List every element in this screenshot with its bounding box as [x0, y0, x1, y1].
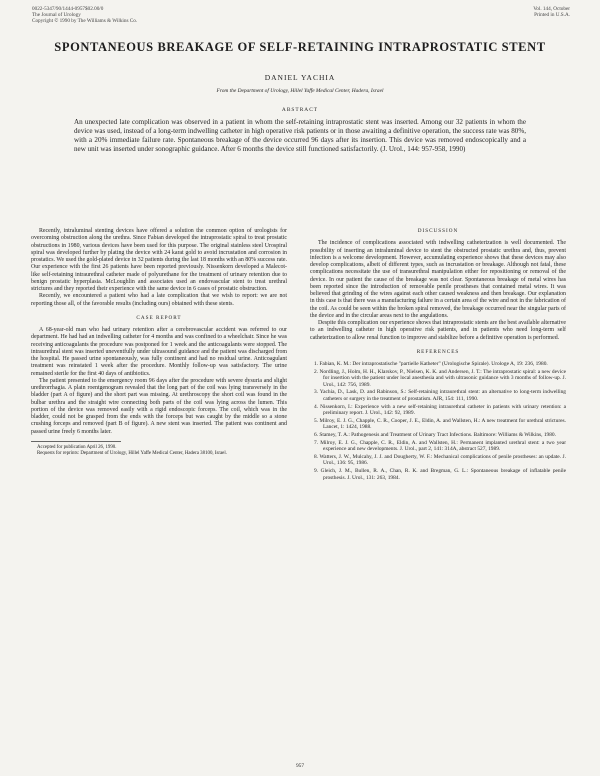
right-column	[310, 228, 566, 482]
author-name: DANIEL YACHIA	[264, 73, 336, 82]
discussion-heading: DISCUSSION	[417, 228, 459, 234]
abstract-heading: ABSTRACT	[281, 107, 319, 113]
reference-item: 3. Yachia, D., Lask, D. and Rabinson, S.: Self-retaining intraurethral stent: an alternative to long-term indwelling catheters or surgery in the treatment of prostatism. AJR, 154: 111, 1990.	[314, 389, 566, 402]
reference-item: 6. Stamey, T. A.: Pathogenesis and Treatment of Urinary Tract Infections. Baltimore: Williams & Wilkins, 1980.	[314, 431, 556, 438]
reference-item: 5. Milroy, E. J. G., Chapple, C. R., Cooper, J. E., Eldin, A. and Wallsten, H.: A new treatment for urethral strictures. Lancet, 1: 1424, 1988.	[314, 417, 566, 431]
reference-item: 8. Watters, J. W., Mulcahy, J. J. and Dougherty, W. F.: Mechanical complications of penile prostheses: an update. J. Urol., 136: 95, 1986.	[314, 453, 566, 467]
intro-paragraph: Recently, we encountered a patient who had a late complication that we wish to report: we are not reporting those all, of the favorable results (including ours) obtained with these stents.	[31, 293, 287, 307]
author-affiliation: From the Department of Urology, Hillel Yaffe Medical Center, Hadera, Israel	[216, 88, 384, 94]
article-title: SPONTANEOUS BREAKAGE OF SELF-RETAINING INTRAPROSTATIC STENT	[54, 40, 546, 54]
footnote-accepted: Accepted for publication April 26, 1990.	[37, 444, 117, 450]
references-heading: REFERENCES	[416, 348, 460, 355]
case-paragraph: The patient presented to the emergency room 96 days after the procedure with severe dysuria and slight urethrorrhagia. A plain roentgenogram revealed that the long part of the coil was lying transversely in the bladder (part A of figure) and the short part was missing. At urethroscopy the short coil was found in the bulbar urethra and the straight wire connecting both parts of the coil was lying across the lumen. This portion of the device was removed easily with a rigid endoscopic forceps. The coil, which was in the bladder, could not be grasped from the ends with the forceps but was caught by the middle so a stone crushing forceps and removed (part B of figure). A new stent was inserted. The patient was continent and passed urine freely 6 months later.	[31, 377, 287, 435]
reference-item: 1. Fabian, K. M.: Der intraprostatische "partielle Katheter" (Urologische Spirale). Urologe A, 19: 236, 1980.	[314, 361, 548, 367]
page-number: 957	[295, 763, 305, 769]
volume-header-line: Vol. 144, October	[533, 6, 570, 12]
journal-header-line: The Journal of Urology	[32, 12, 81, 19]
reference-item: 9. Gleich, J. M., Bullen, R. A., Chan, R. K. and Bregman, G. L.: Spontaneous breakage of inflatable penile prosthesis. J. Urol., 131: 263, 1984.	[314, 467, 566, 481]
abstract-text: An unexpected late complication was observed in a patient in whom the self-retaining intraprostatic stent was inserted. Among our 32 patients in whom the device was used, instead of a long-term indwelling catheter in high operative risk patients or in those awaiting a definitive operation, the success rate was 80%, with a 20% immediate failure rate. Spontaneous breakage of the device occurred 96 days after its insertion. This device was removed endoscopically and a new unit was inserted under sonographic guidance. After 6 months the device still functioned satisfactorily. (J. Urol., 144: 957-958, 1990)	[74, 118, 526, 153]
reference-list	[310, 361, 566, 481]
discussion-paragraph: Despite this complication our experience shows that intraprostatic stents are the best available alternative to an indwelling catheter in high operative risk patients, and in patients who need long-term self catheterization to allow renal function to improve and stabilize before a definitive operation is performed.	[310, 320, 566, 341]
case-paragraph: A 68-year-old man who had urinary retention after a cerebrovascular accident was referred to our department. He had had an indwelling catheter for 4 months and was confined to a wheelchair. Since he was receiving anticoagulants the procedure was postponed for 1 week and the anticoagulants were stopped. The intraurethral stent was inserted uneventfully under ultrasound guidance and the patient was discharged from the hospital. He passed urine spontaneously, was fully continent and had no residual urine. Anticoagulant treatment was reinstated 1 week after the procedure. Monthly follow-up was satisfactory. The urine remained sterile for the first 40 days of antibiotics.	[31, 327, 287, 377]
reference-item: 4. Nissenkorn, I.: Experience with a new self-retaining intraurethral catheter in patients with urinary retention: a preliminary report. J. Urol., 142: 92, 1989.	[314, 403, 566, 417]
volume-header	[533, 6, 570, 18]
reference-item: 7. Milroy, E. J. G., Chapple, C. R., Eldin, A. and Wallsten, H.: Permanent implanted urethral stent: a two year experience and new developments. J. Urol., part 2, 141: 314A, abstract 527, 1989.	[314, 439, 566, 453]
intro-paragraph: Recently, intraluminal stenting devices have offered a solution the common option of urologists for overcoming obstruction along the urethra. Since Fabian developed the intraprostatic spiral to treat prostatic obstructions in 1980, various devices have been used for this purpose. The original stainless steel Urospiral spiral was developed further by plating the device with 24 karat gold to avoid incrustation and corrosion in prostatics. We used the gold-plated device in 32 patients during the last 18 months with an 80% success rate. Our experience with the first 26 patients have been reported previously. Nissenkorn developed a Malecot-like self-retaining intraurethral catheter made of polyurethane for the treatment of urinary retention due to benign prostatic hyperplasia. McLoughlin and associates used an endovascular stent to treat urethral strictures and they reported their experience with the same device in 6 cases of prostatic obstruction.	[31, 228, 287, 292]
volume-header-line: Printed in U.S.A.	[534, 12, 570, 19]
left-column	[31, 228, 287, 457]
case-report-heading: CASE REPORT	[136, 314, 182, 321]
footnote-reprints: Requests for reprints: Department of Urology, Hillel Yaffe Medical Center, Hadera 38100, Israel.	[37, 450, 227, 456]
journal-header	[32, 6, 137, 25]
discussion-paragraph: The incidence of complications associated with indwelling catheterization is well documented. The possibility of inserting an intraluminal device to stent the obstructed prostatic urethra and, thus, prevent infection is a welcome development. However, accumulating experience shows that these devices may also develop complications, albeit of different types, such as incrustation or breakage. Although not fatal, these complications necessitate the use of transurethral manipulation either for repositioning or removal of the device. In our patient the cause of the breakage was not clear. Spontaneous breakage of metal wires has been reported since the introduction of removable penile prostheses that contained metal wires. It was believed that grinding of the wires against each other caused weakness and then breakage. Our explanation in this case is that there was a manufacturing failure in a certain area of the wire and not in the fabrication of the coil. As could be seen within the broken spiral removed, the breakage occurred near the singular parts of the device and in the circular areas next to the angulations.	[310, 240, 566, 319]
journal-header-line: Copyright © 1990 by The Williams & Wilkins Co.	[32, 18, 138, 25]
reference-item: 2. Nordling, J., Holm, H. H., Klarskov, P., Nielsen, K. K. and Andersen, J. T.: The intraprostatic spiral: a new device for insertion with the patient under local anesthesia and with ultrasonic guidance with 3 months of follow-up. J. Urol., 142: 756, 1989.	[314, 368, 566, 388]
journal-header-line: 0022-5347/90/1444-0957$02.00/0	[32, 6, 104, 12]
